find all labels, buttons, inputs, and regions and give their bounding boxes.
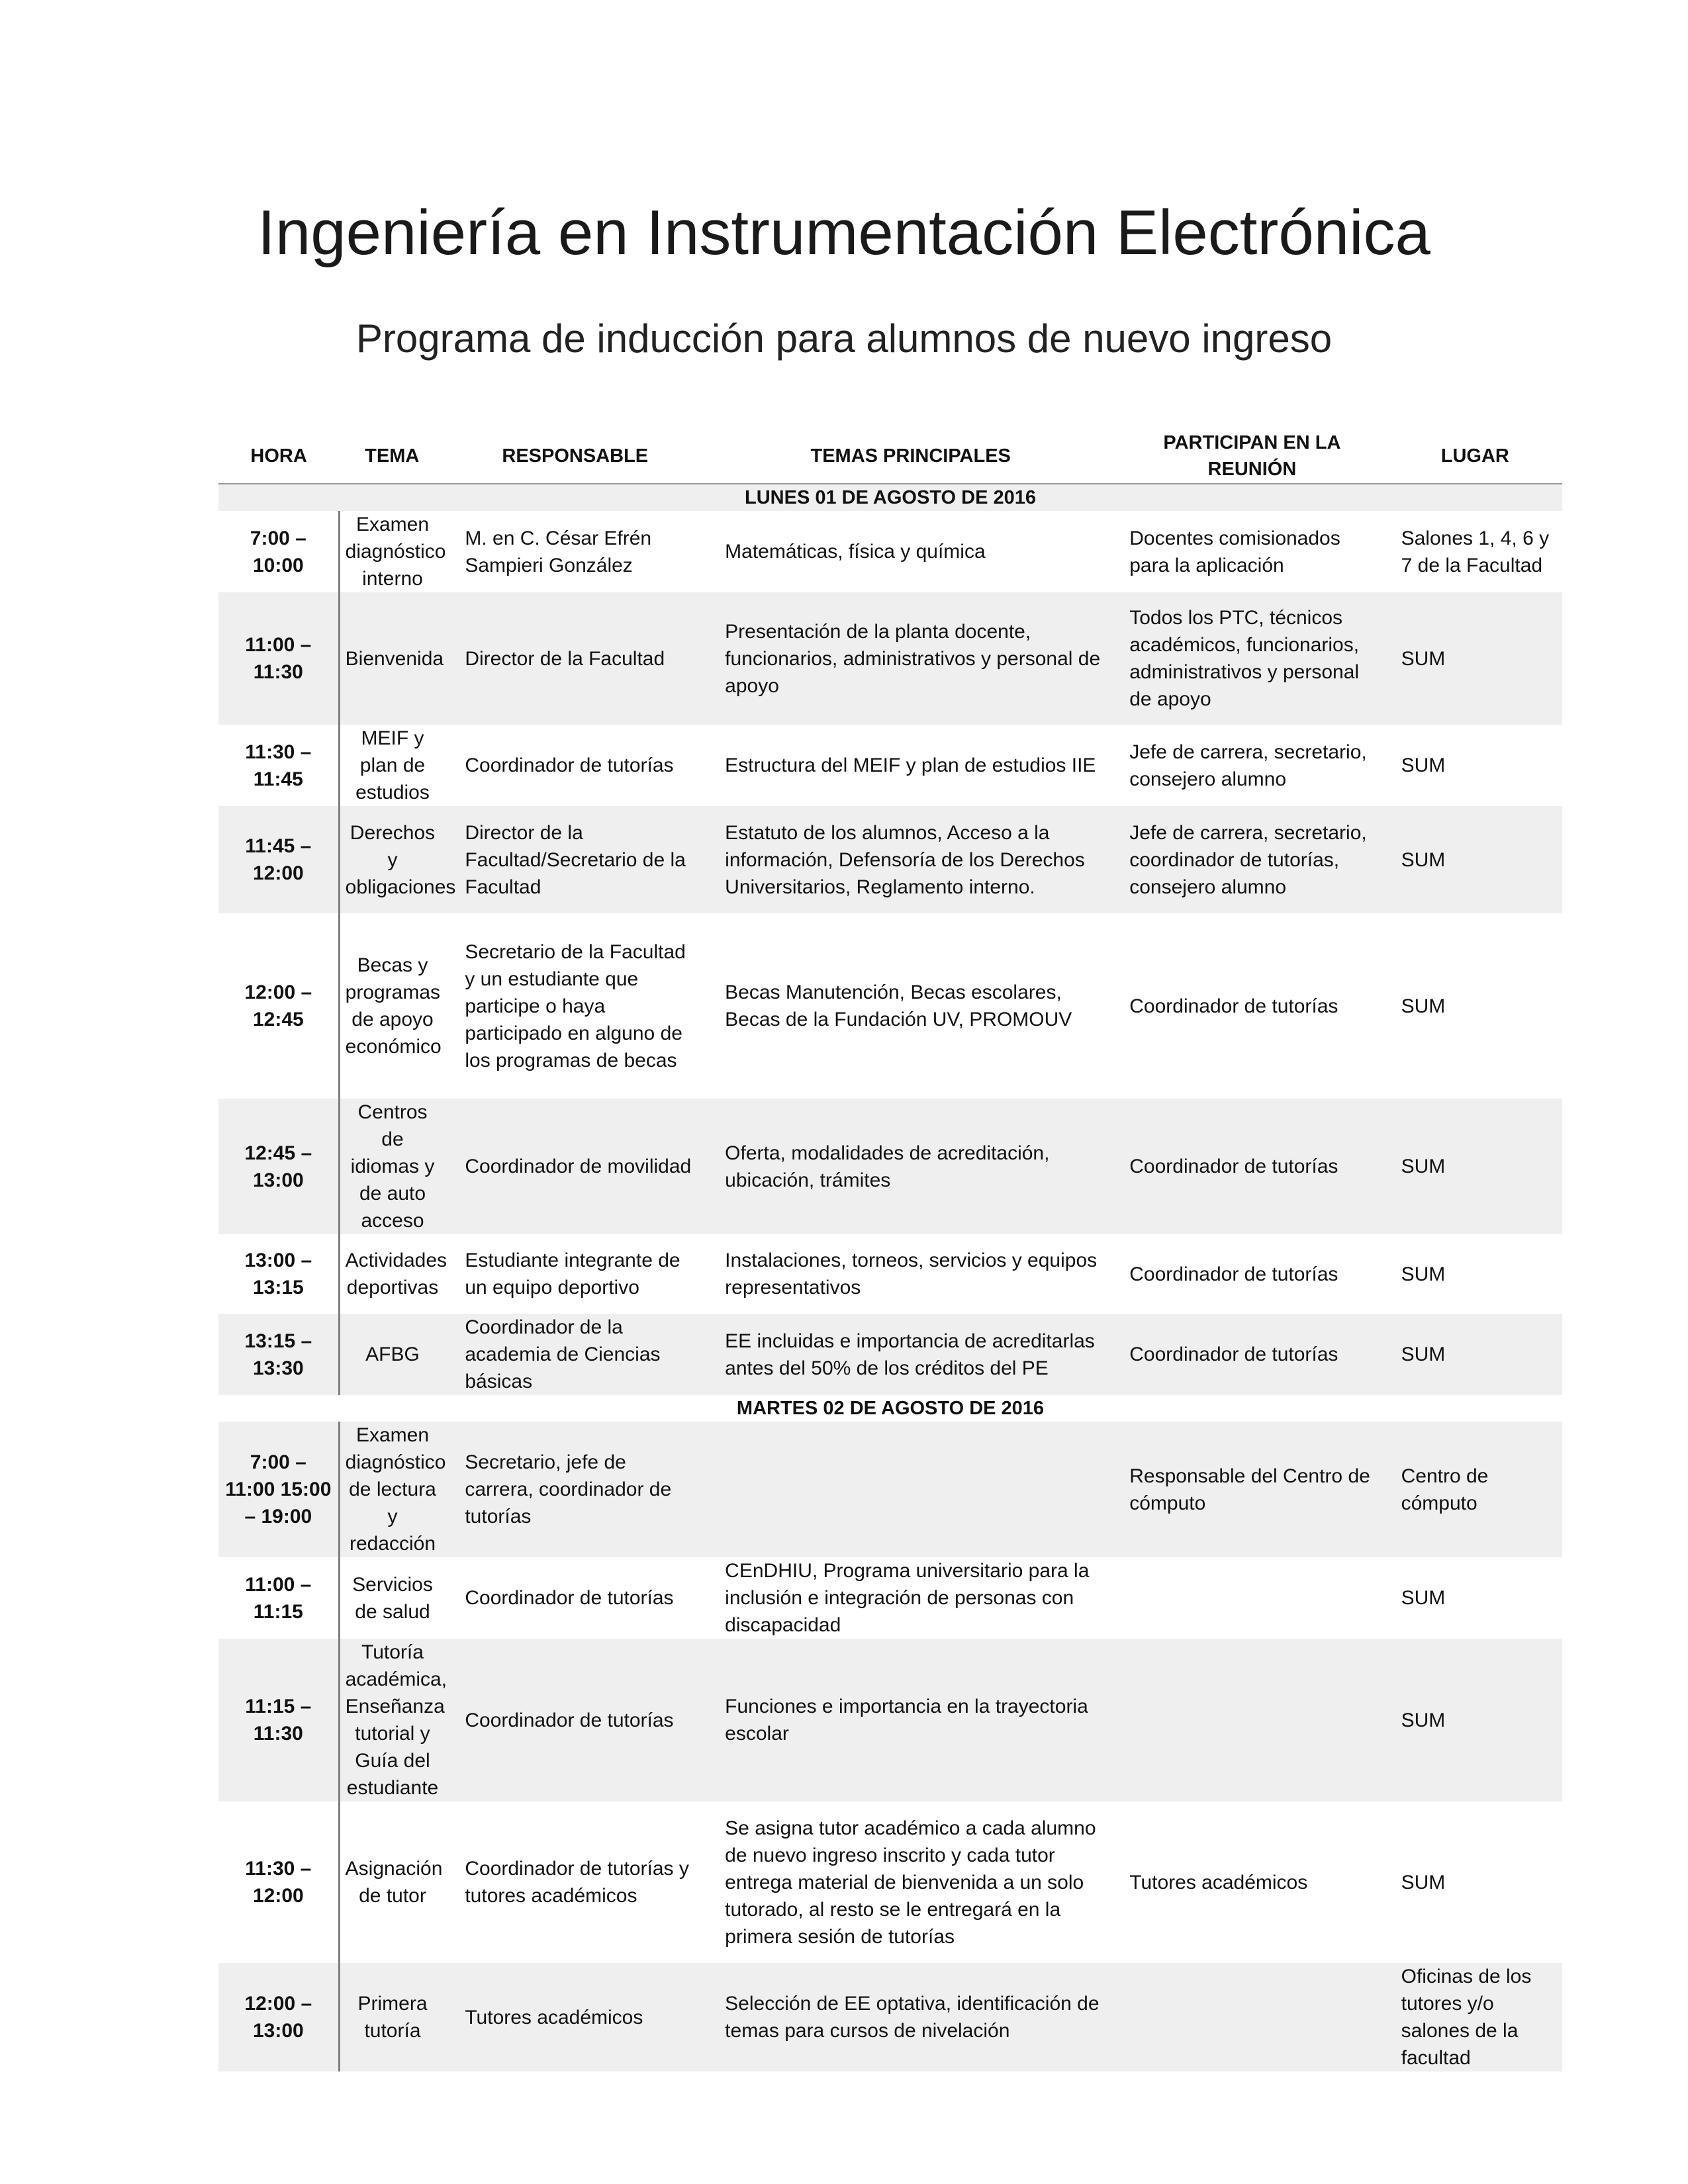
cell-temas-principales: CEnDHIU, Programa universitario para la inclusión e integración de personas con discapacidad	[725, 1560, 1090, 1636]
cell-tema: Examen diagnóstico interno	[345, 514, 446, 590]
cell-hora: 7:00 – 11:00 15:00 – 19:00	[218, 1422, 339, 1557]
cell-tema: Bienvenida	[339, 592, 445, 725]
day-header	[218, 1395, 1562, 1422]
cell-hora: 11:00 – 11:30	[218, 592, 339, 725]
cell-lugar: Salones 1, 4, 6 y 7 de la Facultad	[1401, 527, 1550, 576]
cell-temas-principales: Oferta, modalidades de acreditación, ubicación, trámites	[705, 1099, 1116, 1234]
cell-tema: Tutoría académica, Enseñanza tutorial y Guía del estudiante	[339, 1639, 445, 1801]
cell-tema: Servicios de salud	[352, 1573, 433, 1623]
column-header-participan: PARTICIPAN EN LA REUNIÓN	[1116, 429, 1387, 484]
cell-hora: 12:45 – 13:00	[218, 1099, 339, 1234]
cell-hora: 11:15 – 11:30	[218, 1639, 339, 1801]
column-header-responsable: RESPONSABLE	[445, 429, 705, 484]
cell-lugar: SUM	[1388, 1639, 1562, 1801]
cell-lugar: Oficinas de los tutores y/o salones de la facultad	[1388, 1963, 1562, 2071]
cell-lugar: SUM	[1401, 754, 1446, 776]
cell-responsable: Coordinador de tutorías	[465, 1587, 674, 1609]
column-header-temas-principales: TEMAS PRINCIPALES	[705, 429, 1116, 484]
cell-hora: 12:00 – 12:45	[218, 913, 339, 1099]
cell-participan: Coordinador de tutorías	[1116, 1099, 1387, 1234]
day-label: LUNES 01 DE AGOSTO DE 2016	[218, 484, 1562, 511]
table-row	[218, 1314, 1562, 1395]
cell-responsable: Coordinador de tutorías	[465, 754, 674, 776]
cell-lugar: SUM	[1401, 1871, 1446, 1893]
cell-participan: Tutores académicos	[1129, 1871, 1308, 1893]
cell-temas-principales: Becas Manutención, Becas escolares, Becas de la Fundación UV, PROMOUV	[725, 981, 1072, 1030]
cell-hora: 12:00 – 13:00	[218, 1963, 339, 2071]
column-header-hora: HORA	[218, 429, 339, 484]
cell-responsable: Tutores académicos	[445, 1963, 705, 2071]
cell-participan: Docentes comisionados para la aplicación	[1129, 527, 1340, 576]
cell-responsable: Director de la Facultad	[445, 592, 705, 725]
cell-hora: 11:30 – 11:45	[218, 725, 339, 806]
cell-tema: Derechos y obligaciones	[339, 806, 445, 913]
table-row	[218, 1639, 1562, 1801]
header-row	[218, 429, 1562, 484]
cell-tema: AFBG	[339, 1314, 445, 1395]
cell-temas-principales	[705, 1422, 1116, 1557]
page-title: Ingeniería en Instrumentación Electrónica	[258, 197, 1430, 268]
cell-responsable: Secretario, jefe de carrera, coordinador de tutorías	[445, 1422, 705, 1557]
cell-hora: 13:00 – 13:15	[218, 1234, 339, 1314]
table-row	[218, 1099, 1562, 1234]
cell-tema: MEIF y plan de estudios	[355, 727, 430, 803]
cell-responsable: Estudiante integrante de un equipo deportivo	[465, 1250, 680, 1298]
cell-hora: 11:00 – 11:15	[218, 1557, 339, 1639]
cell-temas-principales: EE incluidas e importancia de acreditarlas antes del 50% de los créditos del PE	[705, 1314, 1116, 1395]
day-header	[218, 484, 1562, 511]
cell-responsable: Secretario de la Facultad y un estudiante que participe o haya participado en alguno de los programas de becas	[465, 940, 686, 1071]
cell-tema: Actividades deportivas	[345, 1250, 447, 1298]
cell-hora: 11:45 – 12:00	[218, 806, 339, 913]
cell-hora: 11:30 – 12:00	[218, 1801, 339, 1963]
cell-tema: Centros de idiomas y de auto acceso	[339, 1099, 445, 1234]
cell-participan: Todos los PTC, técnicos académicos, funcionarios, administrativos y personal de apoyo	[1116, 592, 1387, 725]
cell-participan: Responsable del Centro de cómputo	[1116, 1422, 1387, 1557]
table-row	[218, 1557, 1562, 1639]
cell-participan: Coordinador de tutorías	[1129, 995, 1338, 1017]
cell-lugar: SUM	[1401, 1263, 1446, 1285]
table-row	[218, 1801, 1562, 1963]
table-row	[218, 913, 1562, 1099]
cell-temas-principales: Matemáticas, física y química	[725, 541, 986, 563]
cell-temas-principales: Estructura del MEIF y plan de estudios IIE	[725, 754, 1096, 776]
cell-tema: Becas y programas de apoyo económico	[345, 954, 442, 1058]
cell-responsable: Coordinador de tutorías	[445, 1639, 705, 1801]
cell-temas-principales: Estatuto de los alumnos, Acceso a la información, Defensoría de los Derechos Universitarios, Reglamento interno.	[705, 806, 1116, 913]
cell-hora: 13:15 – 13:30	[218, 1314, 339, 1395]
cell-lugar: SUM	[1401, 1587, 1446, 1609]
cell-participan	[1116, 1639, 1387, 1801]
cell-participan: Jefe de carrera, secretario, consejero alumno	[1129, 741, 1367, 790]
cell-participan	[1116, 1557, 1387, 1639]
column-header-lugar: LUGAR	[1388, 429, 1562, 484]
cell-temas-principales: Funciones e importancia en la trayectoria escolar	[705, 1639, 1116, 1801]
table-row	[218, 725, 1562, 806]
schedule-table	[218, 429, 1562, 2071]
cell-hora: 7:00 – 10:00	[218, 511, 339, 592]
cell-responsable: Coordinador de movilidad	[445, 1099, 705, 1234]
cell-responsable: Coordinador de la academia de Ciencias básicas	[445, 1314, 705, 1395]
table-row	[218, 1963, 1562, 2071]
table-row	[218, 806, 1562, 913]
cell-tema: Asignación de tutor	[345, 1858, 443, 1907]
cell-lugar: SUM	[1401, 995, 1446, 1017]
cell-responsable: Director de la Facultad/Secretario de la Facultad	[445, 806, 705, 913]
cell-tema: Primera tutoría	[339, 1963, 445, 2071]
cell-responsable: Coordinador de tutorías y tutores académicos	[465, 1858, 689, 1907]
day-label: MARTES 02 DE AGOSTO DE 2016	[736, 1398, 1045, 1419]
cell-participan	[1116, 1963, 1387, 2071]
cell-temas-principales: Presentación de la planta docente, funcionarios, administrativos y personal de apoyo	[705, 592, 1116, 725]
cell-participan: Coordinador de tutorías	[1116, 1314, 1387, 1395]
table-row	[218, 1422, 1562, 1557]
cell-lugar: SUM	[1388, 1314, 1562, 1395]
column-header-tema: TEMA	[339, 429, 445, 484]
cell-temas-principales: Selección de EE optativa, identificación de temas para cursos de nivelación	[705, 1963, 1116, 2071]
table-row	[218, 1234, 1562, 1314]
table-row	[218, 592, 1562, 725]
cell-lugar: SUM	[1388, 1099, 1562, 1234]
cell-responsable: M. en C. César Efrén Sampieri González	[465, 527, 652, 576]
cell-lugar: SUM	[1388, 592, 1562, 725]
cell-temas-principales: Se asigna tutor académico a cada alumno de nuevo ingreso inscrito y cada tutor entrega material de bienvenida a un solo tutorado, al resto se le entregará en la primera sesión de tutorías	[725, 1817, 1096, 1948]
cell-tema: Examen diagnóstico de lectura y redacción	[339, 1422, 445, 1557]
cell-lugar: SUM	[1388, 806, 1562, 913]
cell-participan: Coordinador de tutorías	[1129, 1263, 1338, 1285]
cell-temas-principales: Instalaciones, torneos, servicios y equipos representativos	[725, 1250, 1098, 1298]
cell-participan: Jefe de carrera, secretario, coordinador de tutorías, consejero alumno	[1116, 806, 1387, 913]
page-subtitle: Programa de inducción para alumnos de nuevo ingreso	[355, 316, 1333, 361]
cell-lugar: Centro de cómputo	[1388, 1422, 1562, 1557]
table-row	[218, 511, 1562, 592]
